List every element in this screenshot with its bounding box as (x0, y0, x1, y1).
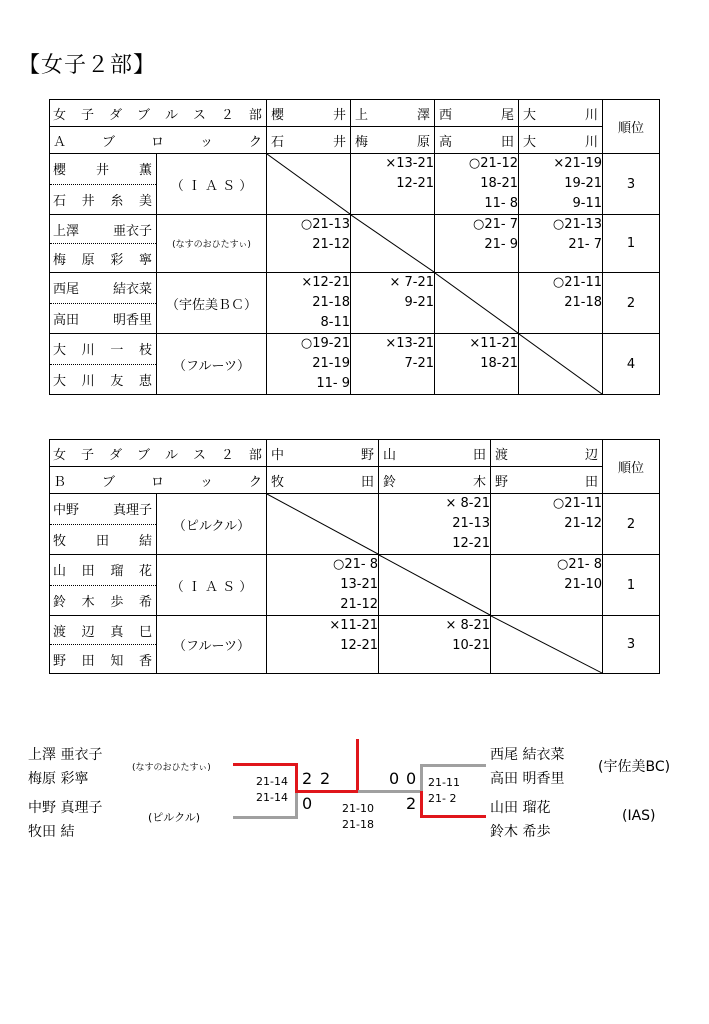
player-name: 上澤 亜衣子 (28, 747, 103, 763)
table-row (50, 273, 660, 304)
game-score: 19-21 (564, 176, 602, 191)
match-score-cell (267, 555, 379, 616)
game-score: ×13-21 (385, 156, 434, 171)
game-score: 21-14 (256, 775, 288, 788)
game-score: ○21- 8 (557, 557, 602, 572)
match-score-cell (435, 334, 519, 395)
table-row (50, 215, 660, 244)
player-name: 中野 真理子 (50, 494, 157, 525)
game-score: 21- 9 (484, 237, 518, 252)
diagonal-cell (351, 215, 435, 273)
game-score: ○21- 8 (333, 557, 378, 572)
match-score-cell (519, 273, 603, 334)
bracket-line (295, 793, 298, 819)
rank-value: 3 (603, 616, 660, 674)
rank-value: 1 (603, 555, 660, 616)
bracket-line (420, 764, 486, 767)
match-score: 0 (389, 769, 400, 788)
col-head: 中 野 (267, 440, 379, 467)
block-b-header1: 女 子 ダ ブ ル ス ２ 部 (50, 440, 267, 467)
game-score: ○21- 7 (473, 217, 518, 232)
match-score-cell (519, 154, 603, 215)
game-score: 18-21 (480, 176, 518, 191)
club-name: （フルーツ） (157, 334, 267, 395)
match-score-cell (491, 555, 603, 616)
bracket-line-winner (420, 791, 423, 818)
game-score: ○21-11 (552, 496, 602, 511)
game-score: ×13-21 (385, 336, 434, 351)
club-name: (ピルクル) (148, 811, 201, 824)
game-score: 21-18 (342, 818, 374, 831)
diagonal-cell (491, 616, 603, 674)
club-name: （宇佐美ＢＣ） (157, 273, 267, 334)
rank-header: 順位 (603, 100, 660, 154)
club-name: （ Ｉ Ａ Ｓ ） (157, 154, 267, 215)
player-name: 渡 辺 真 巳 (50, 616, 157, 645)
page-title: 【女子２部】 (18, 53, 157, 78)
game-score: 21-18 (564, 295, 602, 310)
club-name: （フルーツ） (157, 616, 267, 674)
col-head: 渡 辺 (491, 440, 603, 467)
bracket-line-winner (233, 763, 298, 766)
diagonal-cell (267, 494, 379, 555)
player-name: 鈴木 希歩 (490, 824, 551, 840)
match-score-cell (351, 154, 435, 215)
block-a-header1: 女 子 ダ ブ ル ス ２ 部 (50, 100, 267, 127)
block-a-header2: Ａ ブ ロ ッ ク (50, 127, 267, 154)
rank-value: 2 (603, 494, 660, 555)
col-head: 野 田 (491, 467, 603, 494)
match-score-cell (267, 273, 351, 334)
game-score: 11- 8 (484, 196, 518, 211)
col-head: 山 田 (379, 440, 491, 467)
rank-value: 1 (603, 215, 660, 273)
match-score-cell (519, 215, 603, 273)
game-score: 13-21 (340, 577, 378, 592)
match-score-cell (491, 494, 603, 555)
col-head: 鈴 木 (379, 467, 491, 494)
game-score: ×12-21 (301, 275, 350, 290)
block-b-header2: Ｂ ブ ロ ッ ク (50, 467, 267, 494)
col-head: 櫻 井 (267, 100, 351, 127)
player-name: 大 川 一 枝 (50, 334, 157, 365)
player-name: 梅原 彩寧 (28, 771, 89, 787)
club-name: （ピルクル） (157, 494, 267, 555)
game-score: 21-14 (256, 791, 288, 804)
bracket-line-winner (295, 763, 298, 793)
player-name: 山田 瑠花 (490, 800, 551, 816)
game-score: ○21-13 (300, 217, 350, 232)
bracket-line (233, 816, 298, 819)
player-name: 西尾 結衣菜 (490, 747, 565, 763)
club-name: (なすのおひたすぃ) (132, 763, 211, 773)
match-score: 2 (320, 769, 331, 788)
player-name: 上澤 亜衣子 (50, 215, 157, 244)
club-name: (宇佐美BC) (598, 759, 671, 775)
player-name: 石 井 糸 美 (50, 184, 157, 215)
game-score: ×11-21 (469, 336, 518, 351)
game-score: 21- 7 (568, 237, 602, 252)
game-score: 18-21 (480, 356, 518, 371)
game-score: 21-12 (340, 597, 378, 612)
game-score: × 7-21 (389, 275, 434, 290)
col-head: 梅 原 (351, 127, 435, 154)
block-a-table (49, 99, 660, 395)
table-row (50, 154, 660, 185)
diagonal-cell (267, 154, 351, 215)
bracket-line (420, 764, 423, 792)
game-score: 12-21 (340, 638, 378, 653)
club-name: (IAS) (622, 808, 656, 824)
player-name: 梅 原 彩 寧 (50, 244, 157, 273)
match-score-cell (379, 616, 491, 674)
game-score: ×21-19 (553, 156, 602, 171)
diagonal-cell (519, 334, 603, 395)
table-row (50, 334, 660, 365)
player-name: 中野 真理子 (28, 800, 103, 816)
player-name: 野 田 知 香 (50, 645, 157, 674)
game-score: ×11-21 (329, 618, 378, 633)
game-score: 21-19 (312, 356, 350, 371)
player-name: 山 田 瑠 花 (50, 555, 157, 586)
table-row (50, 616, 660, 645)
match-score-cell (379, 494, 491, 555)
match-score: 2 (302, 769, 313, 788)
match-score-cell (267, 215, 351, 273)
game-score: × 8-21 (445, 618, 490, 633)
player-name: 西尾 結衣菜 (50, 273, 157, 304)
table-row (50, 494, 660, 525)
match-score: 0 (406, 769, 417, 788)
match-score: 2 (406, 794, 417, 813)
game-score: 11- 9 (316, 376, 350, 391)
col-head: 上 澤 (351, 100, 435, 127)
col-head: 高 田 (435, 127, 519, 154)
game-score: 21-12 (564, 516, 602, 531)
diagonal-cell (435, 273, 519, 334)
match-score-cell (435, 215, 519, 273)
game-score: × 8-21 (445, 496, 490, 511)
game-score: 21- 2 (428, 792, 457, 805)
player-name: 牧田 結 (28, 824, 75, 840)
bracket-line-winner (356, 739, 359, 793)
game-score: 12-21 (452, 536, 490, 551)
block-b-table (49, 439, 660, 674)
game-score: 21-13 (452, 516, 490, 531)
col-head: 石 井 (267, 127, 351, 154)
bracket-line (358, 790, 421, 793)
player-name: 高田 明香里 (490, 771, 565, 787)
game-score: ○21-11 (552, 275, 602, 290)
game-score: ○21-12 (468, 156, 518, 171)
col-head: 大 川 (519, 100, 603, 127)
match-score-cell (267, 616, 379, 674)
rank-value: 2 (603, 273, 660, 334)
game-score: 8-11 (320, 315, 350, 330)
player-name: 大 川 友 恵 (50, 364, 157, 395)
col-head: 西 尾 (435, 100, 519, 127)
rank-value: 4 (603, 334, 660, 395)
rank-value: 3 (603, 154, 660, 215)
player-name: 鈴 木 歩 希 (50, 585, 157, 616)
game-score: 10-21 (452, 638, 490, 653)
club-name: (なすのおひたすぃ) (157, 215, 267, 273)
game-score: 9-11 (572, 196, 602, 211)
game-score: ○21-13 (552, 217, 602, 232)
bracket-line-winner (295, 790, 358, 793)
club-name: （ Ｉ Ａ Ｓ ） (157, 555, 267, 616)
col-head: 牧 田 (267, 467, 379, 494)
match-score-cell (267, 334, 351, 395)
game-score: 12-21 (396, 176, 434, 191)
player-name: 高田 明香里 (50, 303, 157, 334)
match-score-cell (351, 334, 435, 395)
game-score: 21-10 (564, 577, 602, 592)
table-row (50, 555, 660, 586)
game-score: 21-10 (342, 802, 374, 815)
bracket-line-winner (420, 815, 486, 818)
match-score-cell (351, 273, 435, 334)
player-name: 櫻 井 薫 (50, 154, 157, 185)
game-score: ○19-21 (300, 336, 350, 351)
game-score: 7-21 (404, 356, 434, 371)
rank-header: 順位 (603, 440, 660, 494)
game-score: 21-18 (312, 295, 350, 310)
player-name: 牧 田 結 (50, 524, 157, 555)
col-head: 大 川 (519, 127, 603, 154)
match-score-cell (435, 154, 519, 215)
game-score: 21-11 (428, 776, 460, 789)
match-score: 0 (302, 794, 313, 813)
game-score: 9-21 (404, 295, 434, 310)
game-score: 21-12 (312, 237, 350, 252)
diagonal-cell (379, 555, 491, 616)
